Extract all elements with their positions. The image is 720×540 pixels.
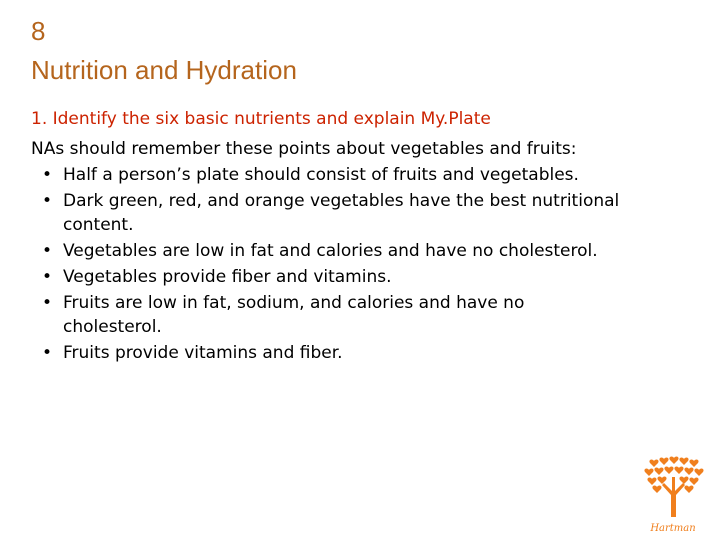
heart-tree-logo-icon bbox=[640, 455, 706, 535]
chapter-title: Nutrition and Hydration bbox=[31, 55, 297, 85]
bullet-item bbox=[40, 163, 700, 187]
chapter-number: 8 bbox=[31, 16, 46, 46]
bullet-icon: • bbox=[42, 165, 53, 185]
bullet-text: Vegetables are low in fat and calories and have no cholesterol. bbox=[63, 241, 598, 261]
bullet-item bbox=[40, 291, 623, 339]
learning-objective: 1. Identify the six basic nutrients and explain My.Plate bbox=[31, 109, 491, 129]
bullet-icon: • bbox=[42, 267, 53, 287]
intro-text: NAs should remember these points about vegetables and fruits: bbox=[31, 139, 577, 159]
bullet-icon: • bbox=[42, 241, 53, 261]
bullet-item bbox=[40, 265, 700, 289]
bullet-text: Fruits provide vitamins and fiber. bbox=[63, 343, 343, 363]
bullet-text: Half a person’s plate should consist of fruits and vegetables. bbox=[63, 165, 579, 185]
bullet-icon: • bbox=[42, 343, 53, 363]
bullet-icon: • bbox=[42, 191, 53, 211]
bullet-text: Dark green, red, and orange vegetables have the best nutritional content. bbox=[63, 191, 620, 235]
bullet-list bbox=[40, 163, 700, 367]
bullet-item bbox=[40, 189, 623, 237]
bullet-icon: • bbox=[42, 293, 53, 313]
bullet-text: Vegetables provide fiber and vitamins. bbox=[63, 267, 392, 287]
bullet-text: Fruits are low in fat, sodium, and calories and have no cholesterol. bbox=[63, 293, 525, 337]
logo-text: Hartman bbox=[650, 523, 696, 534]
hartman-logo bbox=[640, 455, 706, 535]
bullet-item bbox=[40, 239, 700, 263]
bullet-item bbox=[40, 341, 700, 365]
